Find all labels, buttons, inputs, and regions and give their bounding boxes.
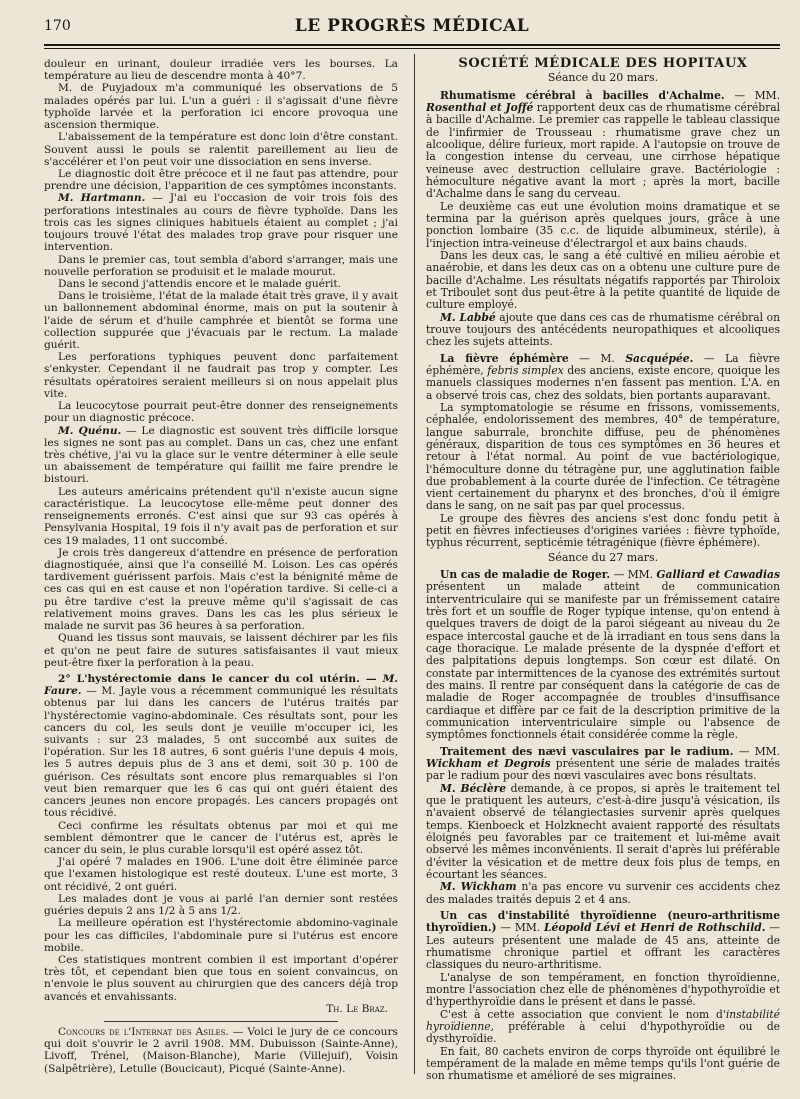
paragraph-text: présentent un malade atteint de communication interventriculaire qui se manifeste par un frémissement cataire très fort et un souffle de Roger typique intense, qu'on entend à quelques travers de doigt de la paroi siégeant au niveau du 2e espace intercostal gauche et de là irradiant en tous sens dans la cage thoracique. Le malade présente de la dyspnée d'effort et des palpitations depuis longtemps. Son cœur est dilaté. On constate par intermittences de la cyanose des extrémités surtout des mains. Il rentre par conséquent dans la catégorie de cas de maladie de Roger accompagnée de troubles d'insuffisance cardiaque et diffère par ce fait de la description primitive de la communication interventriculaire simple ou l'absence de symptômes fonctionnels était considérée comme la règle. bbox=[426, 580, 780, 742]
paragraph bbox=[426, 881, 780, 906]
latin-term: febris simplex bbox=[487, 363, 564, 377]
notice bbox=[44, 1026, 398, 1075]
author-names: Wickham et Degrois bbox=[426, 757, 551, 771]
author-names: Rosenthal et Joffé bbox=[426, 100, 534, 114]
header-rule bbox=[44, 44, 780, 46]
paragraph bbox=[426, 353, 780, 402]
paragraph: La leucocytose pourrait peut-être donner des renseignements pour un diagnostic précoce. bbox=[44, 400, 398, 425]
paragraph: En fait, 80 cachets environ de corps thyroïde ont équilibré le tempérament de la malade en même temps qu'ils l'ont guérie de son rhumatisme et amélioré de ses migraines. bbox=[426, 1044, 780, 1083]
column-divider bbox=[414, 54, 415, 1074]
society-heading: SOCIÉTÉ MÉDICALE DES HOPITAUX bbox=[458, 56, 748, 71]
author-names: Galliard et Cawadias bbox=[656, 568, 780, 582]
paragraph: La meilleure opération est l'hystérectomie abdomino-vaginale pour les cas difficiles, l'abdominale pure si l'utérus est encore mobile. bbox=[44, 917, 398, 954]
paragraph: Les perforations typhiques peuvent donc parfaitement s'enkyster. Cependant il ne faudrait pas trop y compter. Les résultats opératoires seraient meilleurs si on nous appelait plus vite. bbox=[44, 351, 398, 400]
dash: — MM. bbox=[610, 568, 657, 582]
author-names: Sacquépée. bbox=[625, 351, 694, 365]
paragraph: Le deuxième cas eut une évolution moins dramatique et se termina par la guérison après quelques jours, grâce à une ponction lombaire (35 c.c. de liquide albumineux, stérile), à l'injection intra-veineuse d'électrargol et aux bains chauds. bbox=[426, 199, 780, 250]
notice-divider bbox=[104, 1021, 338, 1022]
paragraph: Dans les deux cas, le sang a été cultivé en milieu aérobie et anaérobie, et dans les deux cas on a obtenu une culture pure de bacille d'Achalme. Les résultats négatifs rapportés par Thiroloix et Triboulet sont dus peut-être à la petite quantité de liquide de culture employé. bbox=[426, 248, 780, 312]
paragraph bbox=[426, 1009, 780, 1046]
article-title: Traitement des nævi vasculaires par le radium. bbox=[440, 744, 734, 758]
paragraph: Le groupe des fièvres des anciens s'est donc fondu petit à petit en fièvres infectieuses d'origines variées : fièvre typhoïde, typhus récurrent, septicémie tétragénique (fièvre éphémère). bbox=[426, 511, 780, 550]
article-title: Un cas de maladie de Roger. bbox=[440, 568, 611, 582]
paragraph-text: — La fièvre éphémère, bbox=[426, 351, 780, 377]
paragraph: Quand les tissus sont mauvais, se laissent déchirer par les fils et qu'on ne peut faire de sutures satisfaisantes il vaut mieux peut-être fixer la perforation à la peau. bbox=[44, 632, 398, 669]
paragraph bbox=[426, 569, 780, 742]
paragraph: L'analyse de son tempérament, en fonction thyroïdienne, montre l'association chez elle de phénomènes d'hypothyroïdie et d'hyperthyroïdie dans le présent et dans le passé. bbox=[426, 970, 780, 1009]
paragraph: Ces statistiques montrent combien il est important d'opérer très tôt, et cependant bien que tous en soient convaincus, on n'envoie le plus souvent au chirurgien que des cancers déjà trop avancés et envahissants. bbox=[44, 953, 398, 1003]
paragraph bbox=[426, 746, 780, 783]
italic-term: instabilité hyroïdienne bbox=[426, 1007, 780, 1033]
dash: — MM. bbox=[724, 88, 780, 102]
paragraph-text: — J'ai eu l'occasion de voir trois fois des perforations intestinales au cours de fièvre typhoïde. Dans les trois cas les signes cliniques habituels étaient au complet ; j'ai toujours trouvé l'état des malades trop grave pour risquer une intervention. bbox=[44, 192, 398, 254]
paragraph-text: — Les auteurs présentent une malade de 45 ans, atteinte de rhumatisme chronique partiel et offrant les caractères classiques du neuro-arthritisme. bbox=[426, 921, 780, 972]
speaker-name: M. Béclère bbox=[440, 781, 507, 795]
paragraph-text: des anciens, existe encore, quoique les manuels classiques modernes n'en fassent pas mention. L'A. en a observé trois cas, chez des soldats, bien portants auparavant. bbox=[426, 363, 780, 402]
paragraph bbox=[426, 90, 780, 201]
paragraph: Dans le second j'attendis encore et le malade guérit. bbox=[58, 277, 342, 290]
journal-title: LE PROGRÈS MÉDICAL bbox=[294, 16, 530, 36]
paragraph: Les auteurs américains prétendent qu'il n'existe aucun signe caractéristique. La leucocytose elle-même peut donner des renseignements erronés. C'est ainsi que sur 93 cas opérés à Pensylvania Hospital, 19 fois il n'y avait pas de perforation et sur ces 19 malades, 11 ont succombé. bbox=[44, 485, 398, 547]
left-column bbox=[44, 58, 398, 1075]
paragraph: J'ai opéré 7 malades en 1906. L'une doit être éliminée parce que l'examen histologique est resté douteux. L'une est morte, 3 ont récidivé, 2 ont guéri. bbox=[44, 856, 398, 893]
article-title: La fièvre éphémère bbox=[440, 351, 569, 365]
paragraph bbox=[44, 192, 398, 253]
paragraph-text: C'est à cette association que convient le nom d' bbox=[440, 1007, 726, 1021]
paragraph-text: — Le diagnostic est souvent très difficile lorsque les signes ne sont pas au complet. Dans un cas, chez une enfant très chétive, j'ai vu la glace sur le ventre déterminer à elle seule un abaissement de température qui faillit me faire prendre le bistouri. bbox=[44, 424, 398, 486]
paragraph: Le diagnostic doit être précoce et il ne faut pas attendre, pour prendre une décision, l'apparition de ces symptômes inconstants. bbox=[44, 167, 398, 193]
author-signature: Th. Le Braz. bbox=[326, 1002, 388, 1015]
section-heading: 2° L'hystérectomie dans le cancer du col utérin. bbox=[58, 672, 360, 685]
paragraph-text: , préférable à celui d'hypothyroïdie ou de dysthyroïdie. bbox=[426, 1019, 780, 1046]
paragraph-text: présentent une série de malades traités par le radium pour des nœvi vasculaires avec bons résultats. bbox=[426, 757, 780, 783]
article-title: Rhumatisme cérébral à bacilles d'Achalme. bbox=[440, 88, 725, 102]
notice-text: — Voici le jury de ce concours qui doit s'ouvrir le 2 avril 1908. MM. Dubuisson (Sainte-Anne), Livoff, Trénel, (Maison-Blanche), Marie (Villejuif), Voisin (Salpêtrière), Letulle (Boucicaut), Picqué (Sainte-Anne). bbox=[44, 1026, 398, 1075]
dash: — MM. bbox=[733, 744, 780, 758]
paragraph-text: rapportent deux cas de rhumatisme cérébral à bacille d'Achalme. Le premier cas rappelle le tableau classique de l'infirmier de Trousseau : rhumatisme grave chez un alcoolique, délire furieux, mort rapide. A l'autopsie on trouve de la congestion intense du cerveau, une cirrhose hépatique veineuse avec destruction cellulaire grave. Bactériologie : hémoculture négative avant la mort ; après la mort, bacille d'Achalme dans le sang du cerveau. bbox=[426, 100, 780, 201]
dash: — M. bbox=[568, 351, 626, 365]
paragraph: Les malades dont je vous ai parlé l'an dernier sont restées guéries depuis 2 ans 1/2 à 5 ans 1/2. bbox=[44, 892, 398, 918]
paragraph: M. de Puyjadoux m'a communiqué les observations de 5 malades opérés par lui. L'un a guéri : il s'agissait d'une fièvre typhoïde larvée et la perforation ici encore provoqua une ascension thermique. bbox=[44, 82, 398, 132]
author-names: Léopold Lévi et Henri de Rothschild. bbox=[544, 921, 766, 935]
paragraph bbox=[426, 910, 780, 972]
notice-title: Concours de l'Internat des Asiles. bbox=[58, 1026, 229, 1039]
paragraph: Dans le troisième, l'état de la malade était très grave, il y avait un ballonnement abdominal énorme, mais on put la soutenir à l'aide de sérum et d'huile camphrée et bientôt se forma une collection suppurée que j'évacuais par le rectum. La malade guérit. bbox=[44, 290, 398, 352]
paragraph-text: demande, à ce propos, si après le traitement tel que le pratiquent les auteurs, c'est-à-dire jusqu'à vésication, ils n'avaient observé de télangiectasies survenir après quelques temps. Kienboeck et Holzknecht avaient rapporté des résultats éloignés peu favorables par ce traitement et lui-même avait observé les mêmes inconvénients. Il serait d'après lui préférable d'éviter la vésication et de mettre deux fois plus de temps, en écourtant les séances. bbox=[426, 781, 780, 881]
paragraph: La symptomatologie se résume en frissons, vomissements, céphalée, endolorissement des membres, 40° de température, langue saburrale, bronchite diffuse, peu de phénomènes généraux, disparition de tous ces symptômes en 36 heures et retour à l'état normal. Au point de vue bactériologique, l'hémoculture donne du tétragène pur, une agglutination faible due probablement à la courte durée de l'infection. Ce tétragène vient certainement du pharynx et des bronches, d'où il émigre dans le sang, on ne sait pas par quel processus. bbox=[426, 400, 780, 513]
paragraph bbox=[44, 673, 398, 820]
page-header bbox=[44, 16, 780, 40]
paragraph-text: — M. Jayle vous a récemment communiqué les résultats obtenus par lui dans les cancers de l'utérus traités par l'hystérectomie vagino-abdominale. Ces résultats sont, pour les cancers du col, les seuls dont je veuille m'occuper ici, les suivants : sur 23 malades, 5 ont succombé aux suites de l'opération. Sur les 18 autres, 6 sont guéris l'une depuis 4 mois, les 5 autres depuis plus de 3 ans et demi, soit 30 p. 100 de guérison. Ces résultats sont encore plus remarquables si l'on veut bien remarquer que les 6 cas qui ont guéri étaient des cancers jeunes non encore propagés. Les cancers propagés ont tous récidivé. bbox=[44, 685, 398, 820]
paragraph-text: n'a pas encore vu survenir ces accidents chez des malades traités depuis 2 et 4 ans. bbox=[426, 880, 780, 906]
header-rule-thin bbox=[44, 48, 780, 49]
paragraph bbox=[426, 312, 780, 349]
paragraph-text: ajoute que dans ces cas de rhumatisme cérébral on trouve toujours des antécédents neuropathiques et alcooliques chez les sujets atteints. bbox=[426, 310, 780, 349]
paragraph bbox=[44, 425, 398, 486]
paragraph: Ceci confirme les résultats obtenus par moi et qui me semblent démontrer que le cancer de l'utérus est, après le cancer du sein, le plus curable lorsqu'il est opéré assez tôt. bbox=[44, 819, 398, 856]
paragraph: Je crois très dangereux d'attendre en présence de perforation diagnostiquée, ainsi que l'a conseillé M. Loison. Les cas opérés tardivement guérissent parfois. Mais c'est la bénignité même de ces cas qui en est cause et non l'opération tardive. Si celle-ci a pu être tardive c'est la preuve même qu'il s'agissait de cas relativement moins graves. Dans les cas les plus sérieux le malade ne survit pas 36 heures à sa perforation. bbox=[44, 546, 398, 633]
speaker-name: — M. Faure. bbox=[44, 672, 398, 698]
paragraph: Dans le premier cas, tout sembla d'abord s'arranger, mais une nouvelle perforation se produisit et le malade mourut. bbox=[44, 253, 398, 278]
speaker-name: M. Hartmann. bbox=[58, 192, 146, 205]
session-date: Séance du 20 mars. bbox=[547, 71, 659, 85]
paragraph: douleur en urinant, douleur irradiée vers les bourses. La température au lieu de descendre monta à 40°7. bbox=[44, 58, 398, 83]
right-column bbox=[426, 58, 780, 1083]
article-title: Un cas d'instabilité thyroïdienne (neuro-arthritisme thyroïdien.) bbox=[426, 908, 780, 935]
speaker-name: M. Labbé bbox=[440, 310, 496, 324]
page-number: 170 bbox=[44, 18, 71, 34]
paragraph bbox=[426, 783, 780, 882]
paragraph: L'abaissement de la température est donc loin d'être constant. Souvent aussi le pouls se ralentit pareillement au lieu de s'accélérer et l'on peut voir une dissociation en sens inverse. bbox=[44, 131, 398, 168]
speaker-name: M. Wickham bbox=[440, 880, 517, 894]
speaker-name: M. Quénu. bbox=[58, 424, 122, 437]
dash: — MM. bbox=[496, 921, 545, 935]
session-date: Séance du 27 mars. bbox=[547, 550, 659, 564]
